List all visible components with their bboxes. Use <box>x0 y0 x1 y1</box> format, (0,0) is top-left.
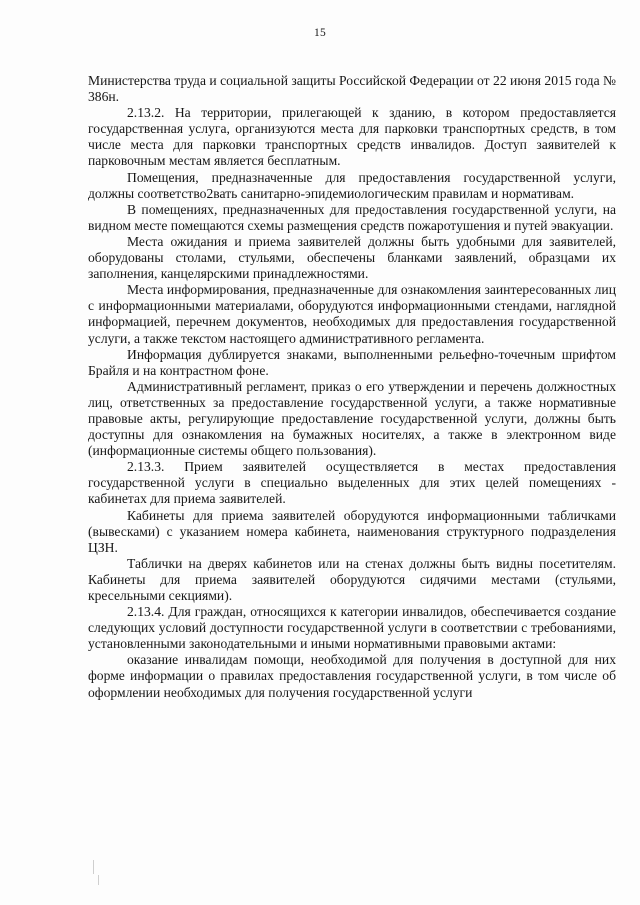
page-number: 15 <box>313 27 327 39</box>
scan-artifact <box>98 875 99 885</box>
paragraph-office-signs: Кабинеты для приема заявителей оборудуются информационными табличками (вывесками) с указанием номера кабинета, наименования структурного подразделения ЦЗН. <box>88 507 616 555</box>
paragraph-information-places: Места информирования, предназначенные для ознакомления заинтересованных лиц с информационными материалами, оборудуются информационными стендами, наглядной информацией, перечнем документов, необходимых для предоставления государственной услуги, а также текстом настоящего административного регламента. <box>88 282 616 346</box>
paragraph-sanitary-rules: Помещения, предназначенные для предоставления государственной услуги, должны соответство2вать санитарно-эпидемиологическим правилам и нормативам. <box>88 169 616 201</box>
paragraph-fire-evacuation-schemes: В помещениях, предназначенных для предоставления государственной услуги, на видном месте помещаются схемы размещения средств пожаротушения и путей эвакуации. <box>88 201 616 233</box>
paragraph-2-13-3-reception: 2.13.3. Прием заявителей осуществляется в местах предоставления государственной услуги в специально выделенных для этих целей помещениях - кабинетах для приема заявителей. <box>88 459 616 507</box>
paragraph-regulation-availability: Административный регламент, приказ о его утверждении и перечень должностных лиц, ответственных за предоставление государственной услуги, а также нормативные правовые акты, регулирующие предоставление государственной услуги, должны быть доступны для ознакомления на бумажных носителях, а также в электронном виде (информационные системы общего пользования). <box>88 378 616 459</box>
document-body <box>88 73 616 701</box>
paragraph-2-13-4-disabled-access: 2.13.4. Для граждан, относящихся к категории инвалидов, обеспечивается создание следующих условий доступности государственной услуги в соответствии с требованиями, установленными законодательными и иными нормативными правовыми актами: <box>88 604 616 652</box>
paragraph-order-reference: Министерства труда и социальной защиты Российской Федерации от 22 июня 2015 года № 386н. <box>88 73 616 105</box>
paragraph-braille-information: Информация дублируется знаками, выполненными рельефно-точечным шрифтом Брайля и на контрастном фоне. <box>88 346 616 378</box>
paragraph-2-13-2-parking: 2.13.2. На территории, прилегающей к зданию, в котором предоставляется государственная услуга, организуются места для парковки транспортных средств, в том числе места для парковки транспортных средств инвалидов. Доступ заявителей к парковочным местам является бесплатным. <box>88 105 616 169</box>
paragraph-assistance-to-disabled: оказание инвалидам помощи, необходимой для получения в доступной для них форме информации о правилах предоставления государственной услуги, в том числе об оформлении необходимых для получения государственной услуги <box>88 652 616 700</box>
paragraph-door-signs-seating: Таблички на дверях кабинетов или на стенах должны быть видны посетителям. Кабинеты для приема заявителей оборудуются сидячими местами (стульями, кресельными секциями). <box>88 555 616 603</box>
paragraph-waiting-areas: Места ожидания и приема заявителей должны быть удобными для заявителей, оборудованы столами, стульями, обеспечены бланками заявлений, образцами их заполнения, канцелярскими принадлежностями. <box>88 233 616 282</box>
scan-artifact <box>93 860 94 874</box>
